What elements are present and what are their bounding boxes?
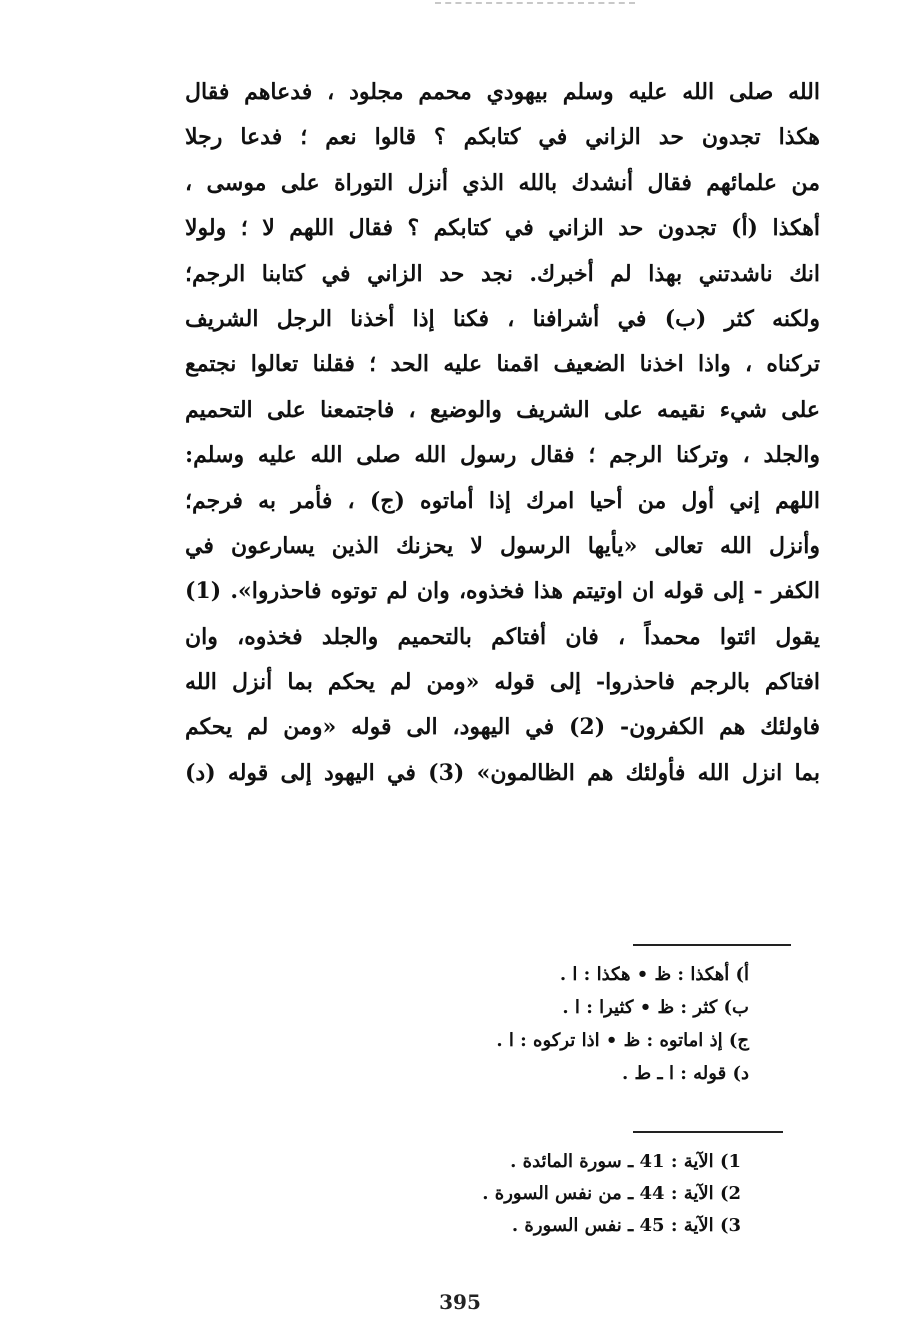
footnotes bbox=[482, 1146, 741, 1242]
variant-note: أ) أهكذا : ظ • هكذا : ا . bbox=[559, 964, 749, 985]
text-line: فاولئك هم الكفرون- (2) في اليهود، الى قوله «ومن لم يحكم bbox=[185, 714, 820, 741]
text-line: من علمائهم فقال أنشدك بالله الذي أنزل التوراة على موسى ، bbox=[185, 169, 820, 196]
text-line: وأنزل الله تعالى «يأيها الرسول لا يحزنك الذين يسارعون في bbox=[185, 532, 820, 559]
text-line: والجلد ، وتركنا الرجم ؛ فقال رسول الله صلى الله عليه وسلم: bbox=[185, 442, 820, 469]
text-line: أهكذا (أ) تجدون حد الزاني في كتابكم ؟ فقال اللهم لا ؛ ولولا bbox=[185, 215, 820, 242]
variant-note: ب) كثر : ظ • كثيرا : ا . bbox=[562, 997, 749, 1018]
text-line: افتاكم بالرجم فاحذروا- إلى قوله «ومن لم يحكم بما أنزل الله bbox=[185, 669, 820, 696]
footnote: 1) الآية : 41 ـ سورة المائدة . bbox=[510, 1151, 741, 1172]
footnote: 2) الآية : 44 ـ من نفس السورة . bbox=[482, 1183, 741, 1204]
text-line: الكفر - إلى قوله ان اوتيتم هذا فخذوه، وان لم توتوه فاحذروا». (1) bbox=[185, 578, 820, 605]
text-line: انك ناشدتني بهذا لم أخبرك. نجد حد الزاني في كتابنا الرجم؛ bbox=[185, 260, 820, 287]
footnotes-divider bbox=[633, 1131, 783, 1133]
footnote: 3) الآية : 45 ـ نفس السورة . bbox=[511, 1215, 741, 1236]
text-line: يقول ائتوا محمداً ، فان أفتاكم بالتحميم والجلد فخذوه، وان bbox=[185, 623, 820, 650]
variants-divider bbox=[633, 944, 791, 946]
variant-note: ج) إذ اماتوه : ظ • اذا تركوه : ا . bbox=[496, 1030, 749, 1051]
page-number: 395 bbox=[439, 1290, 481, 1314]
variant-note: د) قوله : ا ـ ط . bbox=[621, 1063, 749, 1084]
text-line: تركناه ، واذا اخذنا الضعيف اقمنا عليه الحد ؛ فقلنا تعالوا نجتمع bbox=[185, 351, 820, 378]
text-line: الله صلى الله عليه وسلم بيهودي محمم مجلود ، فدعاهم فقال bbox=[185, 79, 820, 105]
text-line: بما انزل الله فأولئك هم الظالمون» (3) في اليهود إلى قوله (د) bbox=[185, 759, 820, 786]
text-line: على شيء نقيمه على الشريف والوضيع ، فاجتمعنا على التحميم bbox=[185, 396, 820, 423]
text-line: ولكنه كثر (ب) في أشرافنا ، فكنا إذا أخذنا الرجل الشريف bbox=[185, 305, 820, 332]
top-edge-marks bbox=[435, 2, 635, 10]
main-text-block bbox=[185, 70, 820, 796]
text-line: هكذا تجدون حد الزاني في كتابكم ؟ قالوا نعم ؛ فدعا رجلا bbox=[185, 124, 820, 151]
manuscript-variants bbox=[496, 958, 749, 1090]
text-line: اللهم إني أول من أحيا امرك إذا أماتوه (ج) ، فأمر به فرجم؛ bbox=[185, 487, 820, 514]
